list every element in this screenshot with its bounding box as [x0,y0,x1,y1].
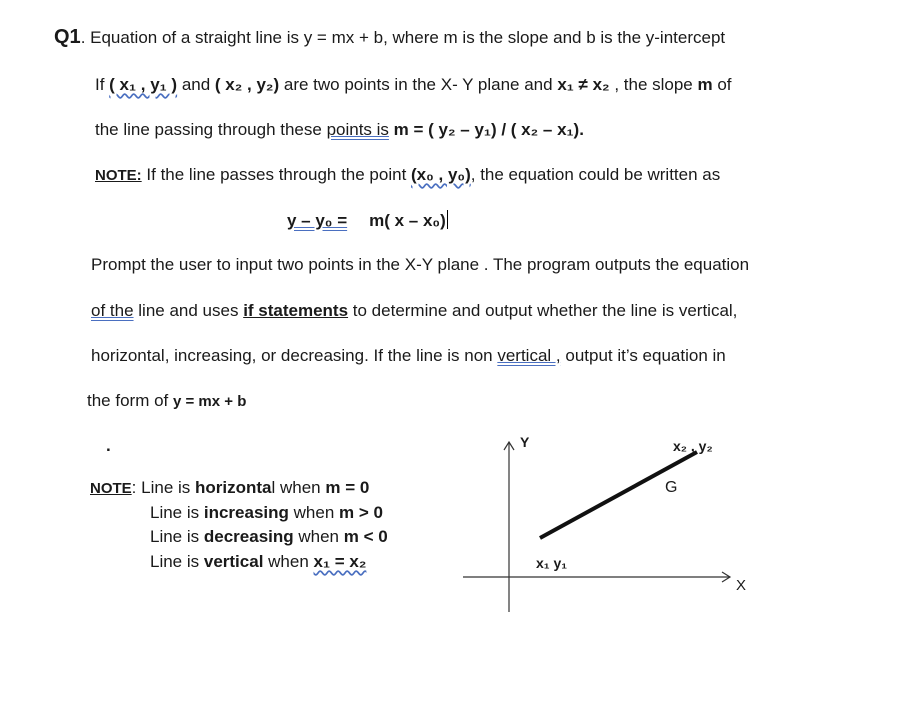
g-label: G [665,479,678,496]
equation-lhs: y – y₀ = [287,211,348,230]
r4-a: Line is [150,552,204,571]
text-plane: are two points in the X- Y plane and [279,75,558,94]
note-point: (x₀ , y₀) [411,165,471,184]
text-if: If [95,75,110,94]
r4-c: when [263,552,314,571]
prompt-line-3 [91,346,726,366]
note-increasing [150,503,383,523]
x-axis-label: X [736,577,747,594]
note-text-b: , the equation could be written as [470,165,721,184]
point-two-label: x₂ , y₂ [673,438,713,454]
r2-d: m > 0 [339,503,383,522]
r3-c: when [293,527,344,546]
prompt-text-2a: line and uses [133,301,244,320]
prompt-text-3b: output it’s equation in [560,346,726,365]
note-decreasing [150,527,388,547]
prompt-line-1 [91,255,749,275]
r4-b: vertical [203,552,264,571]
note-text-a: If the line passes through the point [141,165,412,184]
note2-colon: : [131,478,137,497]
point-two: ( x₂ , y₂) [214,75,280,94]
note2-label: NOTE [90,480,132,497]
prompt-text-2b: to determine and output whether the line is vertical, [348,301,738,320]
r3-b: decreasing [203,527,294,546]
point-one: ( x₁ , y₁ ) [109,75,178,94]
prompt-line-2 [91,301,737,321]
r2-a: Line is [150,503,204,522]
slope-formula: m = ( y₂ – y₁) / ( x₂ – x₁). [393,120,584,139]
point-slope-equation [287,210,448,231]
text-points-is: points is [326,120,389,139]
r1-d: m = 0 [325,478,370,497]
prompt-line-4 [87,391,246,412]
point-one-label: x₁ y₁ [536,555,568,571]
r4-d: x₁ = x₂ [313,552,367,571]
points-line [95,75,732,95]
prompt-text-3a: horizontal, increasing, or decreasing. If the line is non [91,346,498,365]
text-of: of [712,75,732,94]
text-of-the: of the [91,301,134,320]
question-heading [54,27,725,48]
graph-canvas [455,430,755,620]
note-point-slope [95,165,720,186]
question-title: . Equation of a straight line is y = mx + b, where m is the slope and b is the y-intercept [80,28,726,47]
equation-rhs: m( x – x₀) [369,211,446,230]
text-cursor [447,210,448,229]
prompt-text-1: Prompt the user to input two points in the X-Y plane . The program outputs the equation [91,255,750,274]
slope-formula-line [95,120,584,140]
r2-c: when [288,503,340,522]
r3-d: m < 0 [343,527,388,546]
r1-a: Line is [136,478,195,497]
note-horizontal [90,478,369,499]
text-slope: , the slope [609,75,698,94]
text-vertical: vertical , [497,346,561,365]
text-and: and [177,75,215,94]
if-statements-text: if statements [243,301,349,320]
r2-b: increasing [203,503,289,522]
question-number: Q1 [54,26,81,48]
prompt-text-4: the form of [87,391,173,410]
note-label: NOTE: [95,167,142,184]
text-line-passing: the line passing through these [95,120,327,139]
y-axis-label: Y [520,434,530,450]
line-graph [455,430,755,620]
slope-symbol: m [697,75,713,94]
x-not-equal-condition: x₁ ≠ x₂ [557,75,610,94]
r1-b: horizonta [195,478,272,497]
note-vertical [150,552,366,572]
r3-a: Line is [150,527,204,546]
r1-c: l when [271,478,326,497]
slope-intercept-form: y = mx + b [172,393,247,410]
bullet-dot: . [106,436,111,455]
